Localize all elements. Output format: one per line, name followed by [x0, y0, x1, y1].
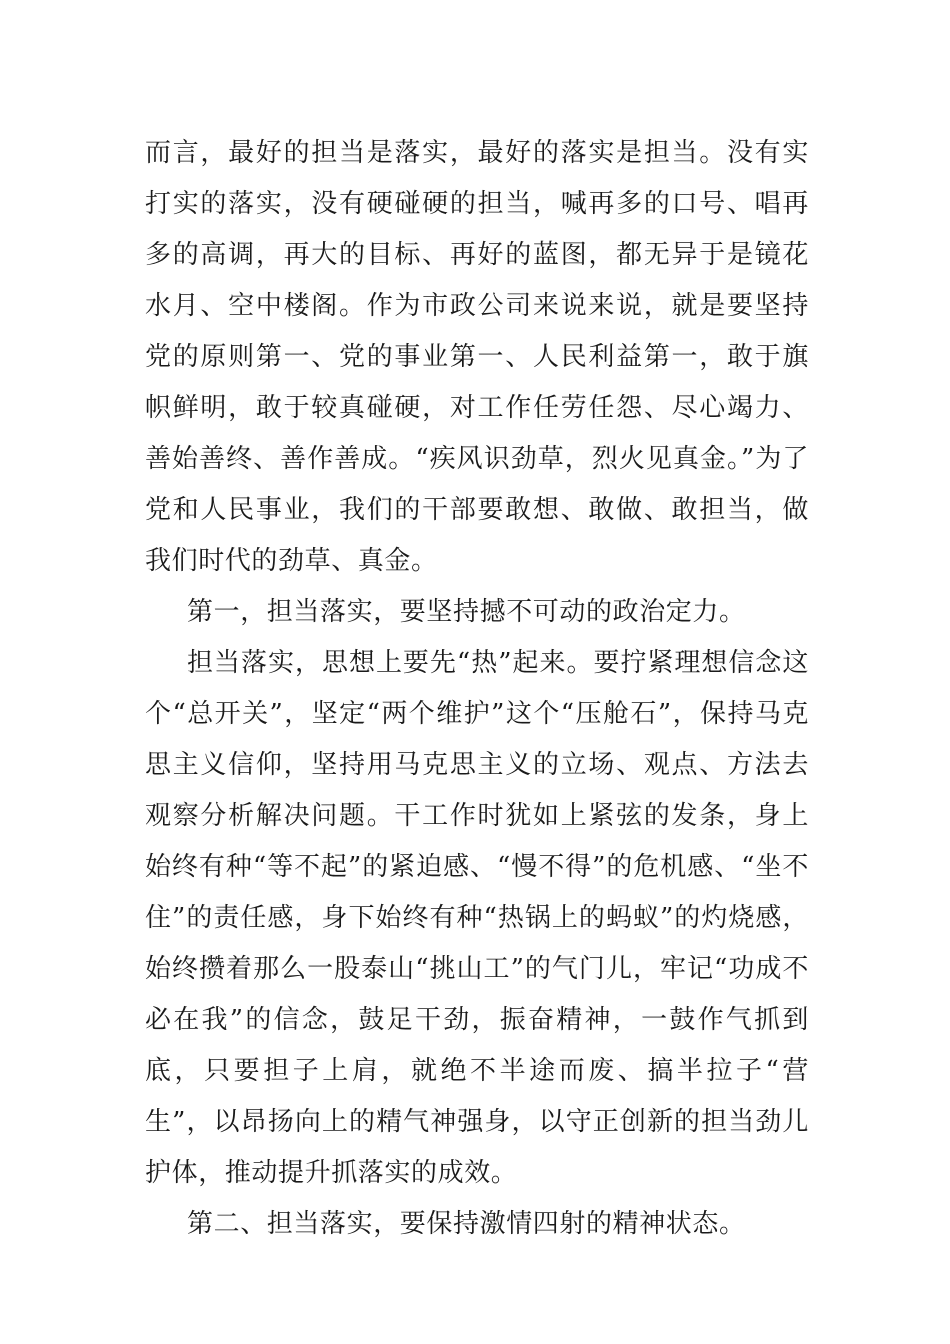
section-heading-first: 第一，担当落实，要坚持撼不可动的政治定力。	[187, 597, 746, 627]
section-heading-second: 第二、担当落实，要保持激情四射的精神状态。	[187, 1209, 746, 1239]
paragraph-body: 担当落实，思想上要先“热”起来。要拧紧理想信念这个“总开关”，坚定“两个维护”这个“压舱石”，保持马克思主义信仰，坚持用马克思主义的立场、观点、方法去观察分析解决问题。干工作时犹如上紧弦的发条，身上始终有种“等不起”的紧迫感、“慢不得”的危机感、“坐不住”的责任感，身下始终有种“热锅上的蚂蚁”的灼烧感，始终攒着那么一股泰山“挑山工”的气门儿，牢记“功成不必在我”的信念，鼓足干劲，振奋精神，一鼓作气抓到底，只要担子上肩，就绝不半途而废、搞半拉子“营生”，以昂扬向上的精气神强身，以守正创新的担当劲儿护体，推动提升抓落实的成效。	[145, 648, 809, 1188]
document-body	[145, 128, 809, 1250]
paragraph-continuation: 而言，最好的担当是落实，最好的落实是担当。没有实打实的落实，没有硬碰硬的担当，喊再多的口号、唱再多的高调，再大的目标、再好的蓝图，都无异于是镜花水月、空中楼阁。作为市政公司来说来说，就是要坚持党的原则第一、党的事业第一、人民利益第一，敢于旗帜鲜明，敢于较真碰硬，对工作任劳任怨、尽心竭力、善始善终、善作善成。“疾风识劲草，烈火见真金。”为了党和人民事业，我们的干部要敢想、敢做、敢担当，做我们时代的劲草、真金。	[145, 138, 809, 576]
